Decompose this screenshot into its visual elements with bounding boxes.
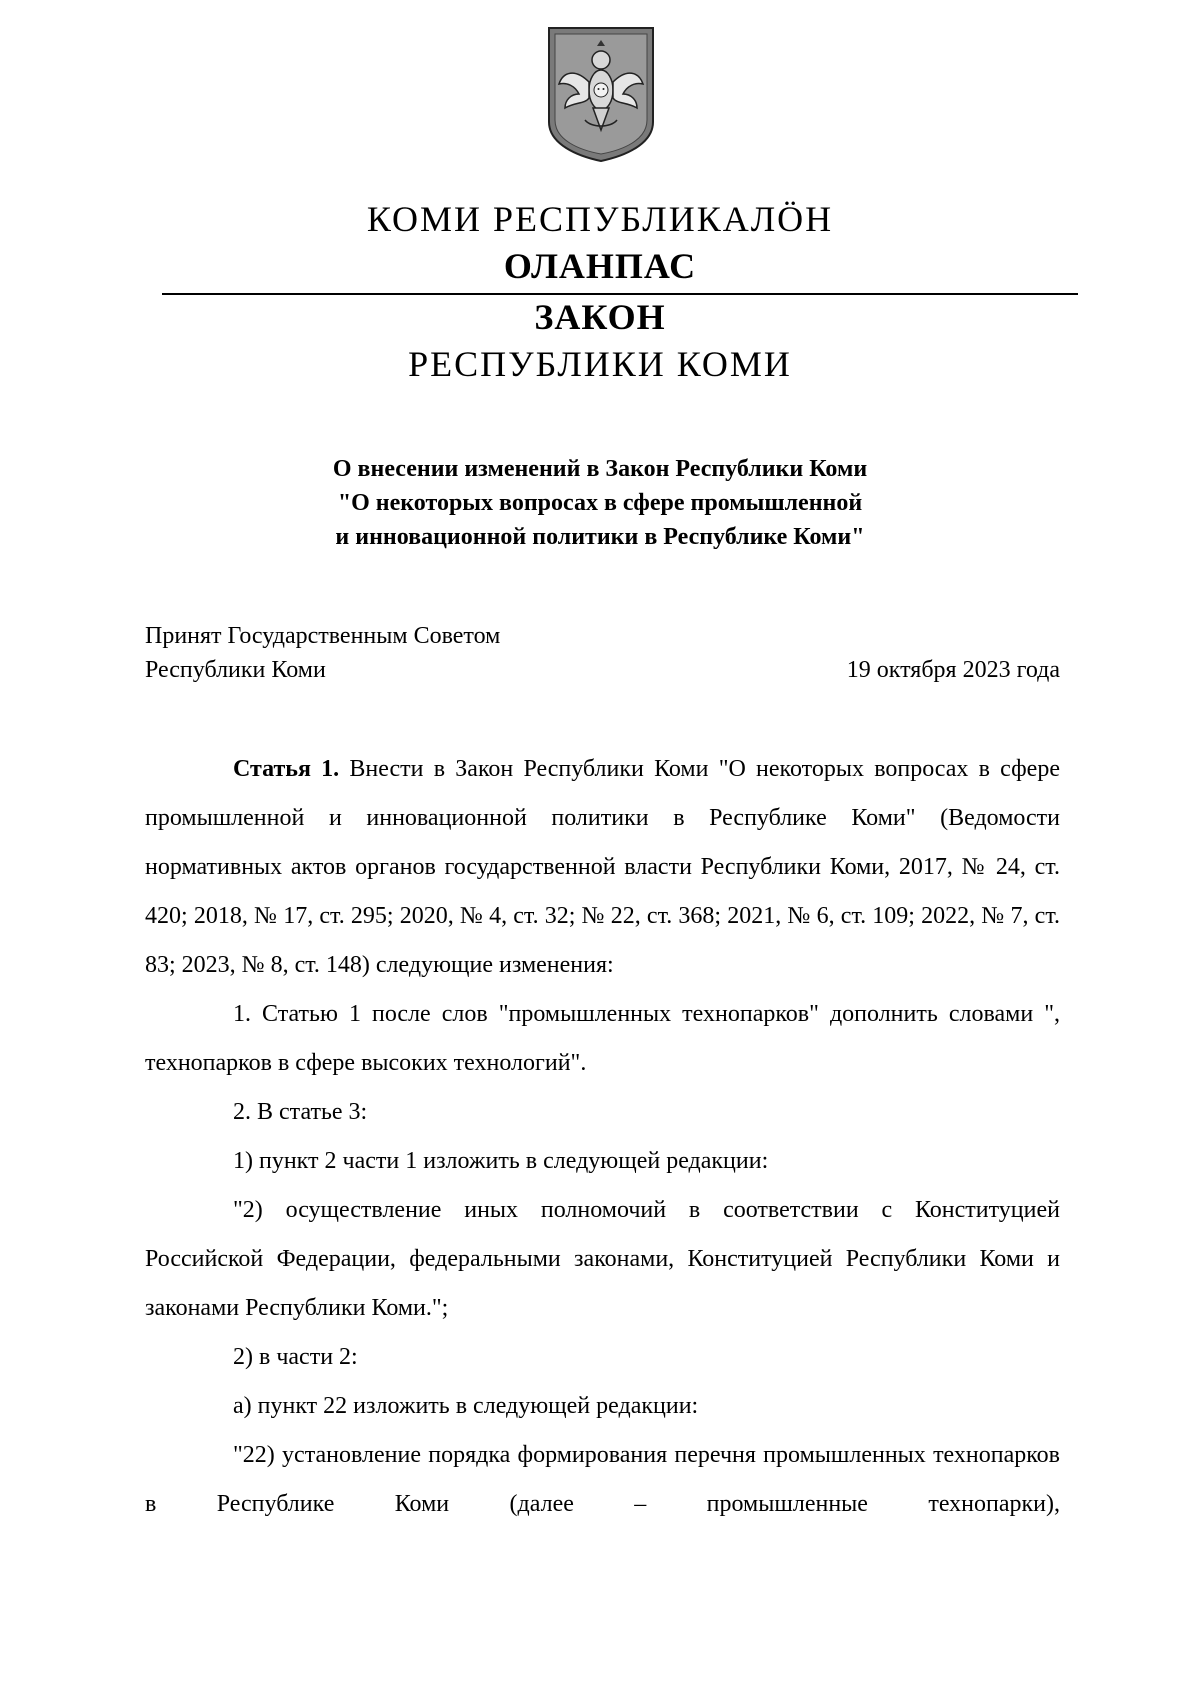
komi-header-line: КОМИ РЕСПУБЛИКАЛÖН (366, 199, 834, 239)
adoption-line-1: Принят Государственным Советом (145, 623, 501, 649)
article-1-intro (145, 745, 1060, 990)
article-1-subitem-2: 2) в части 2: (233, 1344, 358, 1370)
law-title-line-2: "О некоторых вопросах в сфере промышленной (337, 490, 863, 516)
law-title (150, 452, 1050, 554)
article-1-quote-22: "22) установление порядка формирования перечня промышленных технопарков в Республике Коми (далее – промышленные технопарки), (145, 1442, 1060, 1517)
article-1-subitem-a: а) пункт 22 изложить в следующей редакции: (233, 1393, 699, 1419)
law-title-line-1: О внесении изменений в Закон Республики Коми (332, 456, 868, 482)
article-1-item-1: 1. Статью 1 после слов "промышленных технопарков" дополнить словами ", технопарков в сфере высоких технологий". (145, 1001, 1060, 1076)
article-1-intro-text: Внести в Закон Республики Коми "О некоторых вопросах в сфере промышленной и инновационной политики в Республике Коми" (Ведомости нормативных актов органов государственной власти Республики Коми, 2017, № 24, ст. 420; 2018, № 17, ст. 295; 2020, № 4, ст. 32; № 22, ст. 368; 2021, № 6, ст. 109; 2022, № 7, ст. 83; 2023, № 8, ст. 148) следующие изменения: (145, 756, 1060, 978)
header-divider (162, 293, 1078, 295)
adoption-block (145, 619, 1060, 687)
article-1-quote-2: "2) осуществление иных полномочий в соответствии с Конституцией Российской Федерации, федеральными законами, Конституцией Республики Коми и законами Республики Коми."; (145, 1197, 1060, 1321)
adoption-line-2: Республики Коми (145, 657, 326, 683)
olanpas-heading: ОЛАНПАС (503, 246, 697, 286)
article-1-label: Статья 1. (233, 756, 340, 782)
republic-komi-line: РЕСПУБЛИКИ КОМИ (408, 344, 792, 384)
coat-of-arms-emblem (545, 24, 657, 162)
article-1-subitem-1: 1) пункт 2 части 1 изложить в следующей редакции: (233, 1148, 769, 1174)
article-1 (145, 745, 1060, 1529)
adoption-date: 19 октября 2023 года (846, 657, 1060, 683)
law-title-line-3: и инновационной политики в Республике Коми" (335, 524, 865, 550)
article-1-item-2: 2. В статье 3: (233, 1099, 368, 1125)
zakon-heading: ЗАКОН (534, 297, 666, 337)
